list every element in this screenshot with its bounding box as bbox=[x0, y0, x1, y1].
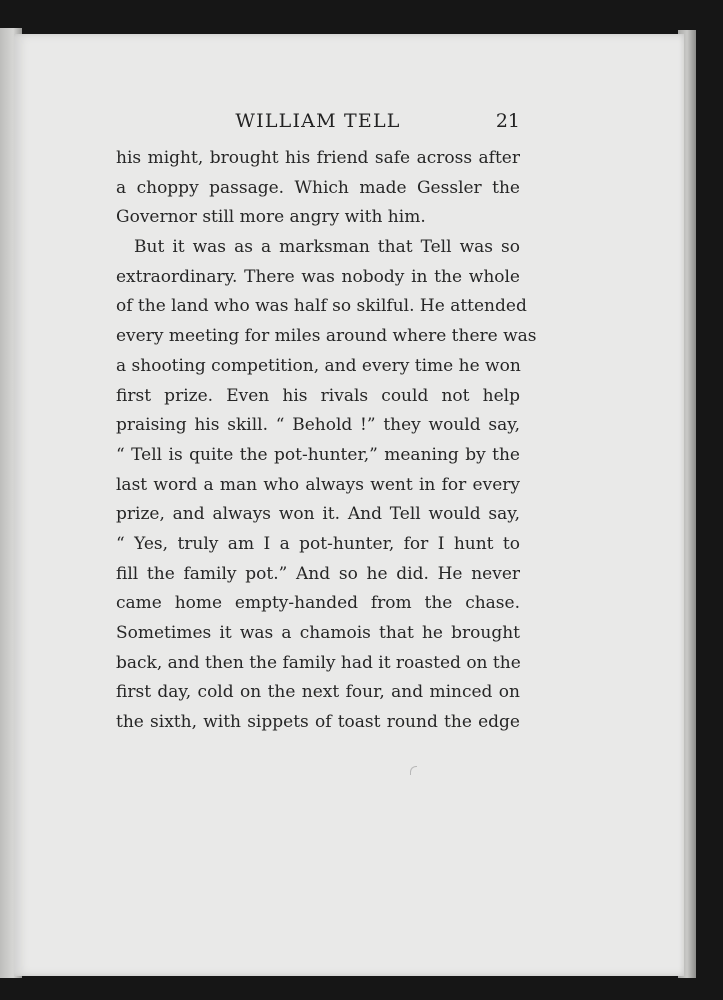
text-line: of the land who was half so skilful. He attended bbox=[116, 296, 527, 317]
text-line: back, and then the family had it roasted on the bbox=[116, 652, 521, 673]
text-line: Governor still more angry with him. bbox=[116, 207, 426, 228]
text-line: a choppy passage. Which made Gessler the bbox=[116, 177, 520, 198]
text-line: last word a man who always went in for every bbox=[116, 474, 520, 495]
text-line: every meeting for miles around where there was bbox=[116, 326, 537, 347]
text-line: extraordinary. There was nobody in the whole bbox=[116, 266, 520, 287]
text-line: fill the family pot.” And so he did. He never bbox=[116, 563, 520, 584]
text-line: his might, brought his friend safe across after bbox=[116, 148, 520, 168]
text-line: first day, cold on the next four, and minced on bbox=[116, 682, 520, 703]
body-text bbox=[116, 144, 537, 738]
text-line: first prize. Even his rivals could not help bbox=[116, 385, 520, 406]
text-line: “ Tell is quite the pot-hunter,” meaning by the bbox=[116, 444, 520, 465]
text-line: came home empty-handed from the chase. bbox=[116, 593, 520, 614]
text-line: a shooting competition, and every time he won bbox=[116, 355, 521, 376]
text-line: the sixth, with sippets of toast round the edge bbox=[116, 712, 520, 733]
text-line: “ Yes, truly am I a pot-hunter, for I hunt to bbox=[116, 533, 520, 554]
text-line: But it was as a marksman that Tell was so bbox=[134, 237, 520, 258]
page-number: 21 bbox=[495, 110, 520, 132]
running-head-title: WILLIAM TELL bbox=[235, 110, 401, 132]
text-line: Sometimes it was a chamois that he brought bbox=[116, 623, 520, 643]
running-head bbox=[116, 110, 520, 138]
text-line: praising his skill. “ Behold !” they would say, bbox=[116, 415, 520, 436]
text-line: prize, and always won it. And Tell would say, bbox=[116, 504, 520, 525]
page-speck bbox=[410, 766, 417, 775]
